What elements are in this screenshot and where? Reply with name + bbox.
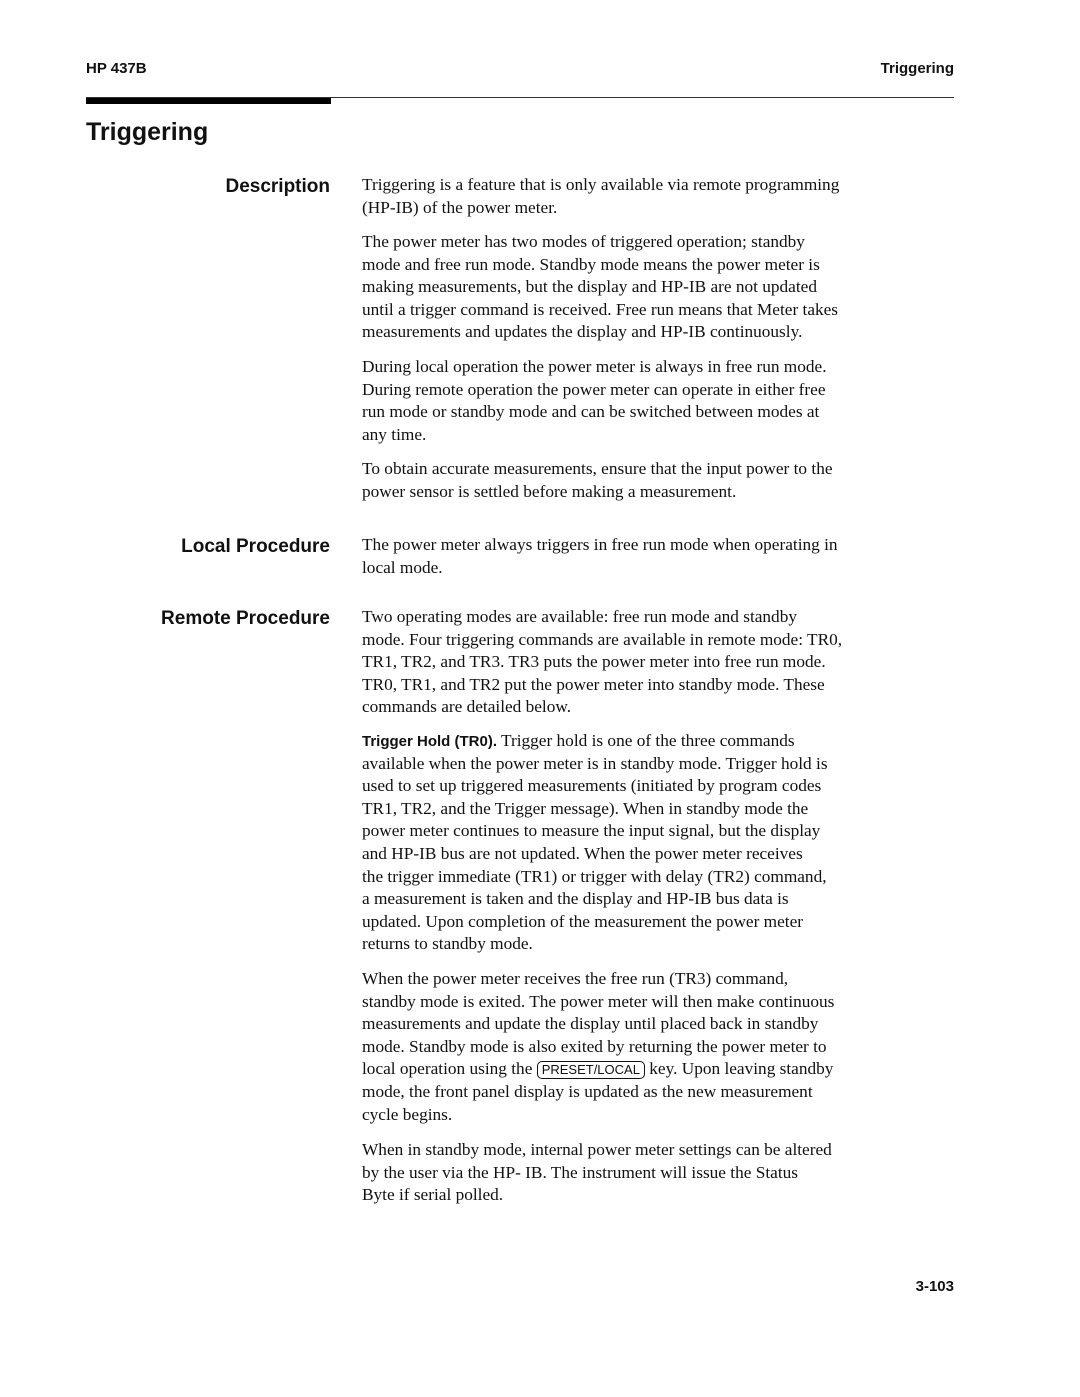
text-line: updated. Upon completion of the measurement the power meter <box>362 911 804 931</box>
text-line: run mode or standby mode and can be switched between modes at <box>362 402 820 422</box>
text-line: measurements and update the display until placed back in standby <box>362 1014 819 1034</box>
text-line: a measurement is taken and the display and HP-IB bus data is <box>362 889 789 909</box>
text-line: Two operating modes are available: free run mode and standby <box>362 607 797 626</box>
text-line: When in standby mode, internal power meter settings can be altered <box>362 1140 832 1159</box>
text-lines <box>362 968 834 1058</box>
section-heading-description: Description <box>225 176 330 197</box>
text-line: used to set up triggered measurements (initiated by program codes <box>362 776 822 796</box>
text-line: power sensor is settled before making a measurement. <box>362 481 737 501</box>
text-line: standby mode is exited. The power meter will then make continuous <box>362 991 835 1011</box>
text-line: by the user via the HP- IB. The instrument will issue the Status <box>362 1162 798 1182</box>
text-line: the trigger immediate (TR1) or trigger with delay (TR2) command, <box>362 866 827 886</box>
preset-local-key: PRESET/LOCAL <box>537 1061 645 1079</box>
text-line: any time. <box>362 424 427 444</box>
text-line: The power meter has two modes of triggered operation; standby <box>362 232 805 251</box>
paragraph <box>362 231 838 344</box>
text-line: until a trigger command is received. Free run means that Meter takes <box>362 299 839 319</box>
text-line: and HP-IB bus are not updated. When the power meter receives <box>362 843 803 863</box>
text-line: mode, the front panel display is updated as the new measurement <box>362 1081 813 1101</box>
text-line: During local operation the power meter is always in free run mode. <box>362 357 827 376</box>
text-line: returns to standby mode. <box>362 934 533 954</box>
text-line: To obtain accurate measurements, ensure that the input power to the <box>362 459 833 478</box>
text-lines <box>362 753 828 956</box>
text-lines <box>362 1081 834 1126</box>
text-line: TR1, TR2, and the Trigger message). When in standby mode the <box>362 798 809 818</box>
text-line: commands are detailed below. <box>362 697 572 717</box>
header-rule-bar <box>86 98 331 104</box>
paragraph-trigger-hold <box>362 730 828 956</box>
run-in-heading: Trigger Hold (TR0). <box>362 733 497 750</box>
page-title: Triggering <box>86 118 209 146</box>
paragraph <box>362 606 842 719</box>
page-number: 3-103 <box>915 1278 954 1295</box>
text-line: available when the power meter is in standby mode. Trigger hold is <box>362 753 828 773</box>
text-line: Triggering is a feature that is only available via remote programming <box>362 175 840 194</box>
text-line: mode. Standby mode is also exited by returning the power meter to <box>362 1036 827 1056</box>
section-heading-local: Local Procedure <box>181 536 330 557</box>
header-model: HP 437B <box>86 60 147 77</box>
paragraph <box>362 356 827 446</box>
text: Trigger hold is one of the three commands <box>497 731 795 750</box>
paragraph <box>362 1139 832 1207</box>
text-line: power meter continues to measure the input signal, but the display <box>362 821 821 841</box>
text-line: making measurements, but the display and HP-IB are not updated <box>362 277 817 297</box>
text-line: mode and free run mode. Standby mode means the power meter is <box>362 254 820 274</box>
text-line: TR1, TR2, and TR3. TR3 puts the power meter into free run mode. <box>362 652 826 672</box>
text-line: local mode. <box>362 557 443 577</box>
text-line: cycle begins. <box>362 1104 453 1124</box>
text-line: measurements and updates the display and HP-IB continuously. <box>362 322 803 342</box>
text-line: (HP-IB) of the power meter. <box>362 197 558 217</box>
text-line: Byte if serial polled. <box>362 1185 504 1205</box>
header-section: Triggering <box>880 60 954 77</box>
text-line: mode. Four triggering commands are available in remote mode: TR0, <box>362 629 843 649</box>
section-heading-remote: Remote Procedure <box>161 608 330 629</box>
text-line: TR0, TR1, and TR2 put the power meter into standby mode. These <box>362 674 825 694</box>
paragraph <box>362 174 839 219</box>
paragraph <box>362 534 838 579</box>
text: key. Upon leaving standby <box>644 1059 834 1079</box>
text-line: During remote operation the power meter can operate in either free <box>362 379 826 399</box>
text: local operation using the <box>362 1059 537 1079</box>
paragraph-free-run <box>362 968 834 1126</box>
text-line: When the power meter receives the free run (TR3) command, <box>362 969 789 988</box>
text-line: The power meter always triggers in free run mode when operating in <box>362 535 838 554</box>
paragraph <box>362 458 833 503</box>
